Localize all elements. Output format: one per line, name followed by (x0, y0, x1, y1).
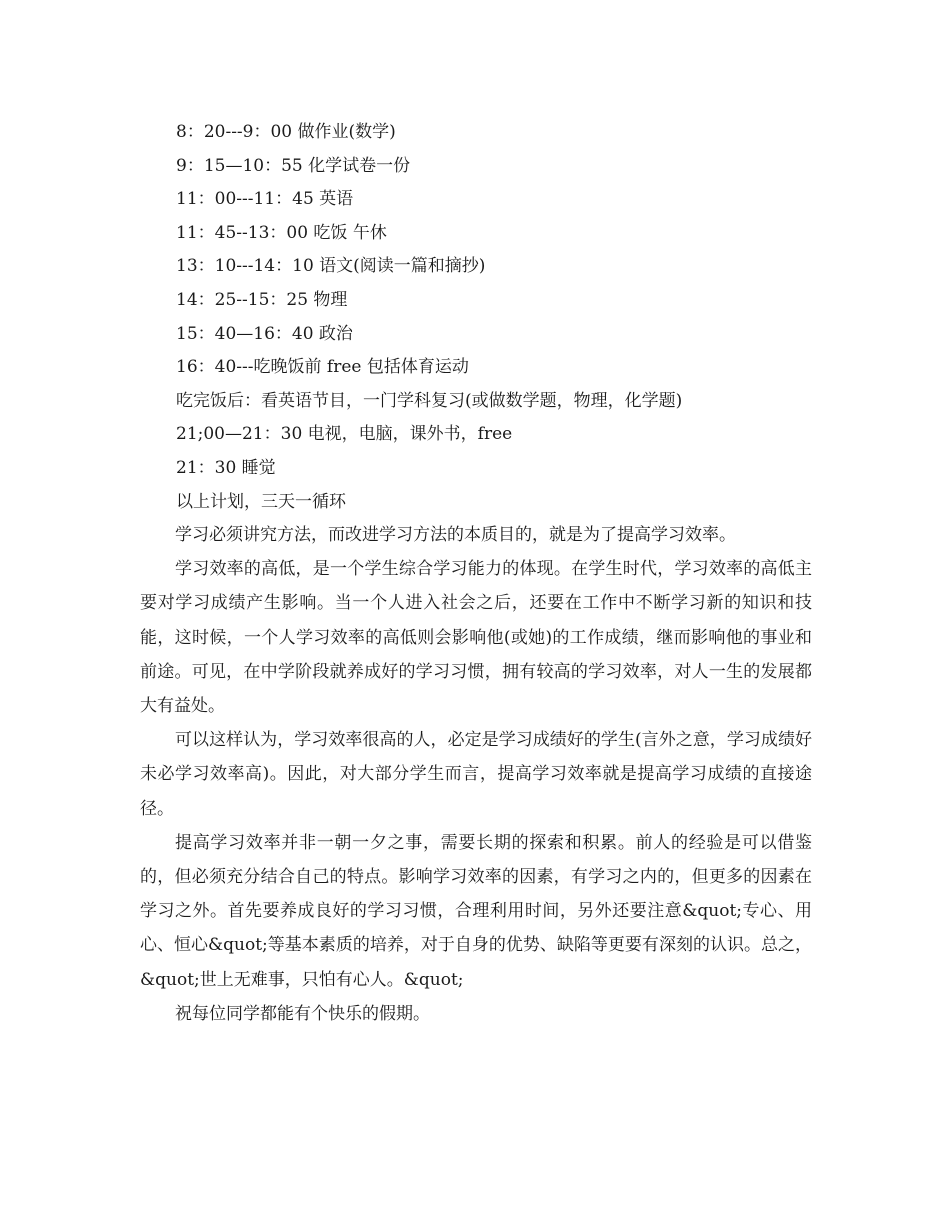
paragraph: 学习必须讲究方法，而改进学习方法的本质目的，就是为了提高学习效率。 (175, 525, 736, 545)
schedule-line: 8：20---9：00 做作业(数学) (176, 122, 396, 142)
schedule-line: 11：00---11：45 英语 (176, 189, 354, 210)
schedule-line: 21：30 睡觉 (176, 457, 276, 478)
schedule-line: 21;00—21：30 电视，电脑，课外书，free (176, 424, 513, 445)
schedule-line: 9：15—10：55 化学试卷一份 (176, 155, 411, 176)
schedule-line: 16：40---吃晚饭前 free 包括体育运动 (176, 357, 469, 378)
schedule-list (176, 116, 836, 519)
paragraph: 提高学习效率并非一朝一夕之事，需要长期的探索和积累。前人的经验是可以借鉴的，但必须充分结合自己的特点。影响学习效率的因素，有学习之内的，但更多的因素在学习之外。首先要养成良好的学习习惯，合理利用时间，另外还要注意&quot;专心、用心、恒心&quot;等基本素质的培养，对于自身的优势、缺陷等更要有深刻的认识。总之，&quot;世上无难事，只怕有心人。&quot; (140, 832, 812, 990)
paragraph: 学习效率的高低，是一个学生综合学习能力的体现。在学生时代，学习效率的高低主要对学习成绩产生影响。当一个人进入社会之后，还要在工作中不断学习新的知识和技能，这时候，一个人学习效率的高低则会影响他(或她)的工作成绩，继而影响他的事业和前途。可见，在中学阶段就养成好的学习习惯，拥有较高的学习效率，对人一生的发展都大有益处。 (140, 559, 812, 717)
schedule-line: 13：10---14：10 语文(阅读一篇和摘抄) (176, 256, 486, 277)
body-text (140, 518, 812, 1031)
schedule-line: 以上计划，三天一循环 (176, 491, 346, 512)
schedule-line: 11：45--13：00 吃饭 午休 (176, 222, 387, 243)
paragraph: 祝每位同学都能有个快乐的假期。 (175, 1003, 430, 1024)
schedule-line: 吃完饭后：看英语节目，一门学科复习(或做数学题，物理，化学题) (176, 390, 683, 411)
schedule-line: 14：25--15：25 物理 (176, 289, 348, 310)
paragraph: 可以这样认为，学习效率很高的人，必定是学习成绩好的学生(言外之意，学习成绩好未必学习效率高)。因此，对大部分学生而言，提高学习效率就是提高学习成绩的直接途径。 (140, 730, 812, 819)
schedule-line: 15：40—16：40 政治 (176, 323, 353, 344)
